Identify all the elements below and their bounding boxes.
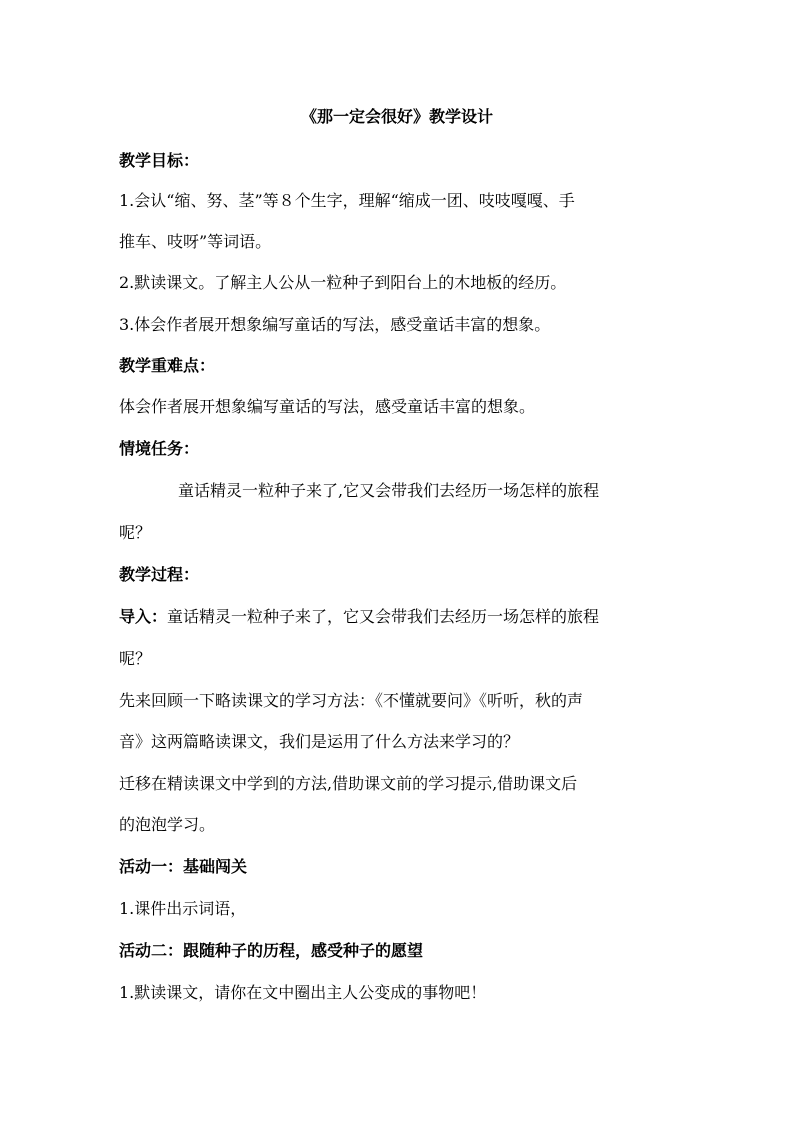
- activity2-item1: 1.默读课文，请你在文中圈出主人公变成的事物吧！: [119, 983, 487, 1002]
- review-line2: 音》这两篇略读课文，我们是运用了什么方法来学习的？: [119, 732, 520, 751]
- goal-item-1-line1: 1.会认“缩、努、茎”等８个生字，理解“缩成一团、吱吱嘎嘎、手: [119, 191, 575, 210]
- transfer-line2: 的泡泡学习。: [119, 815, 216, 834]
- situation-heading: 情境任务：: [119, 439, 200, 458]
- goal-item-3: 3.体会作者展开想象编写童话的写法，感受童话丰富的想象。: [119, 315, 551, 334]
- intro-line1: [119, 606, 679, 628]
- document-title: 《那一定会很好》教学设计: [300, 107, 493, 126]
- situation-text-line1: 童话精灵一粒种子来了,它又会带我们去经历一场怎样的旅程: [178, 481, 600, 500]
- key-points-text: 体会作者展开想象编写童话的写法，感受童话丰富的想象。: [119, 397, 536, 416]
- key-points-heading: 教学重难点：: [119, 356, 216, 375]
- intro-label: 导入：: [119, 607, 168, 626]
- transfer-line1: 迁移在精读课文中学到的方法,借助课文前的学习提示,借助课文后: [119, 774, 578, 793]
- process-heading: 教学过程：: [119, 565, 200, 584]
- intro-line2: 呢？: [119, 649, 152, 668]
- intro-text: 童话精灵一粒种子来了，它又会带我们去经历一场怎样的旅程: [167, 607, 600, 626]
- goals-heading: 教学目标：: [119, 151, 200, 170]
- activity2-heading: 活动二：跟随种子的历程，感受种子的愿望: [119, 941, 424, 960]
- goal-item-1-line2: 推车、吱呀”等词语。: [119, 232, 272, 251]
- situation-text-line2: 呢？: [119, 523, 152, 542]
- review-line1: 先来回顾一下略读课文的学习方法：《不懂就要问》《听听，秋的声: [119, 691, 584, 710]
- goal-item-2: 2.默读课文。了解主人公从一粒种子到阳台上的木地板的经历。: [119, 273, 567, 292]
- activity1-heading: 活动一：基础闯关: [119, 857, 248, 876]
- activity1-item1: 1.课件出示词语，: [119, 899, 247, 918]
